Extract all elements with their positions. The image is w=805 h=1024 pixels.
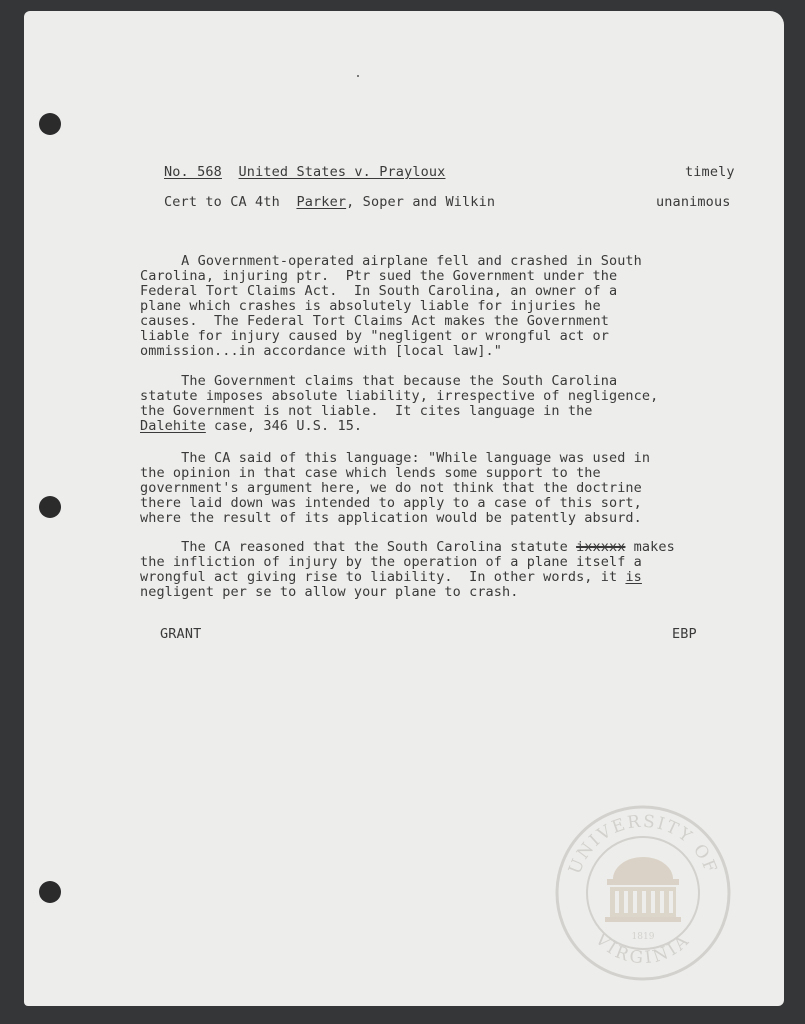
text-line: The CA reasoned that the South Carolina statute ixxxxx makes bbox=[140, 539, 675, 555]
vote-status: unanimous bbox=[656, 194, 731, 210]
case-citation: Dalehite bbox=[140, 418, 206, 434]
case-name: United States v. Prayloux bbox=[238, 164, 446, 180]
text-line: ommission...in accordance with [local law]." bbox=[140, 343, 503, 359]
svg-text:1819: 1819 bbox=[631, 932, 655, 942]
panel-judge-writing: Parker bbox=[296, 194, 347, 210]
text-line: the Government is not liable. It cites language in the bbox=[140, 403, 593, 419]
panel-judges-rest: , Soper and Wilkin bbox=[346, 194, 496, 210]
clerk-initials: EBP bbox=[672, 626, 697, 642]
university-seal-watermark bbox=[555, 805, 731, 981]
text-line: The CA said of this language: "While language was used in bbox=[140, 450, 651, 466]
text-line: the infliction of injury by the operation of a plane itself a bbox=[140, 554, 642, 570]
case-heading bbox=[164, 165, 445, 180]
svg-text:UNIVERSITY OF: UNIVERSITY OF bbox=[565, 811, 721, 878]
cert-to: Cert to CA 4th bbox=[164, 194, 280, 210]
text-line: Dalehite case, 346 U.S. 15. bbox=[140, 418, 363, 434]
struck-out-word: ixxxxx bbox=[576, 539, 626, 555]
recommendation: GRANT bbox=[160, 626, 202, 642]
text-line: causes. The Federal Tort Claims Act makes the Government bbox=[140, 313, 609, 329]
text-line: the opinion in that case which lends some support to the bbox=[140, 465, 601, 481]
text-line: negligent per se to allow your plane to crash. bbox=[140, 584, 519, 600]
text-line: A Government-operated airplane fell and crashed in South bbox=[140, 253, 642, 269]
text-line: Federal Tort Claims Act. In South Carolina, an owner of a bbox=[140, 283, 618, 299]
text-line: plane which crashes is absolutely liable for injuries he bbox=[140, 298, 601, 314]
text-line: where the result of its application would be patently absurd. bbox=[140, 510, 642, 526]
text-line: statute imposes absolute liability, irrespective of negligence, bbox=[140, 388, 659, 404]
text-line: Carolina, injuring ptr. Ptr sued the Government under the bbox=[140, 268, 618, 284]
text-line: The Government claims that because the South Carolina bbox=[140, 373, 618, 389]
emphasized-word: is bbox=[625, 569, 642, 585]
svg-text:VIRGINIA: VIRGINIA bbox=[591, 929, 695, 969]
text-line: wrongful act giving rise to liability. In other words, it is bbox=[140, 569, 642, 585]
cert-line bbox=[164, 195, 495, 210]
text-line: liable for injury caused by "negligent or wrongful act or bbox=[140, 328, 609, 344]
text-line: there laid down was intended to apply to a case of this sort, bbox=[140, 495, 642, 511]
text-line: government's argument here, we do not think that the doctrine bbox=[140, 480, 642, 496]
timeliness-status: timely bbox=[685, 164, 735, 180]
case-number: No. 568 bbox=[164, 164, 222, 180]
